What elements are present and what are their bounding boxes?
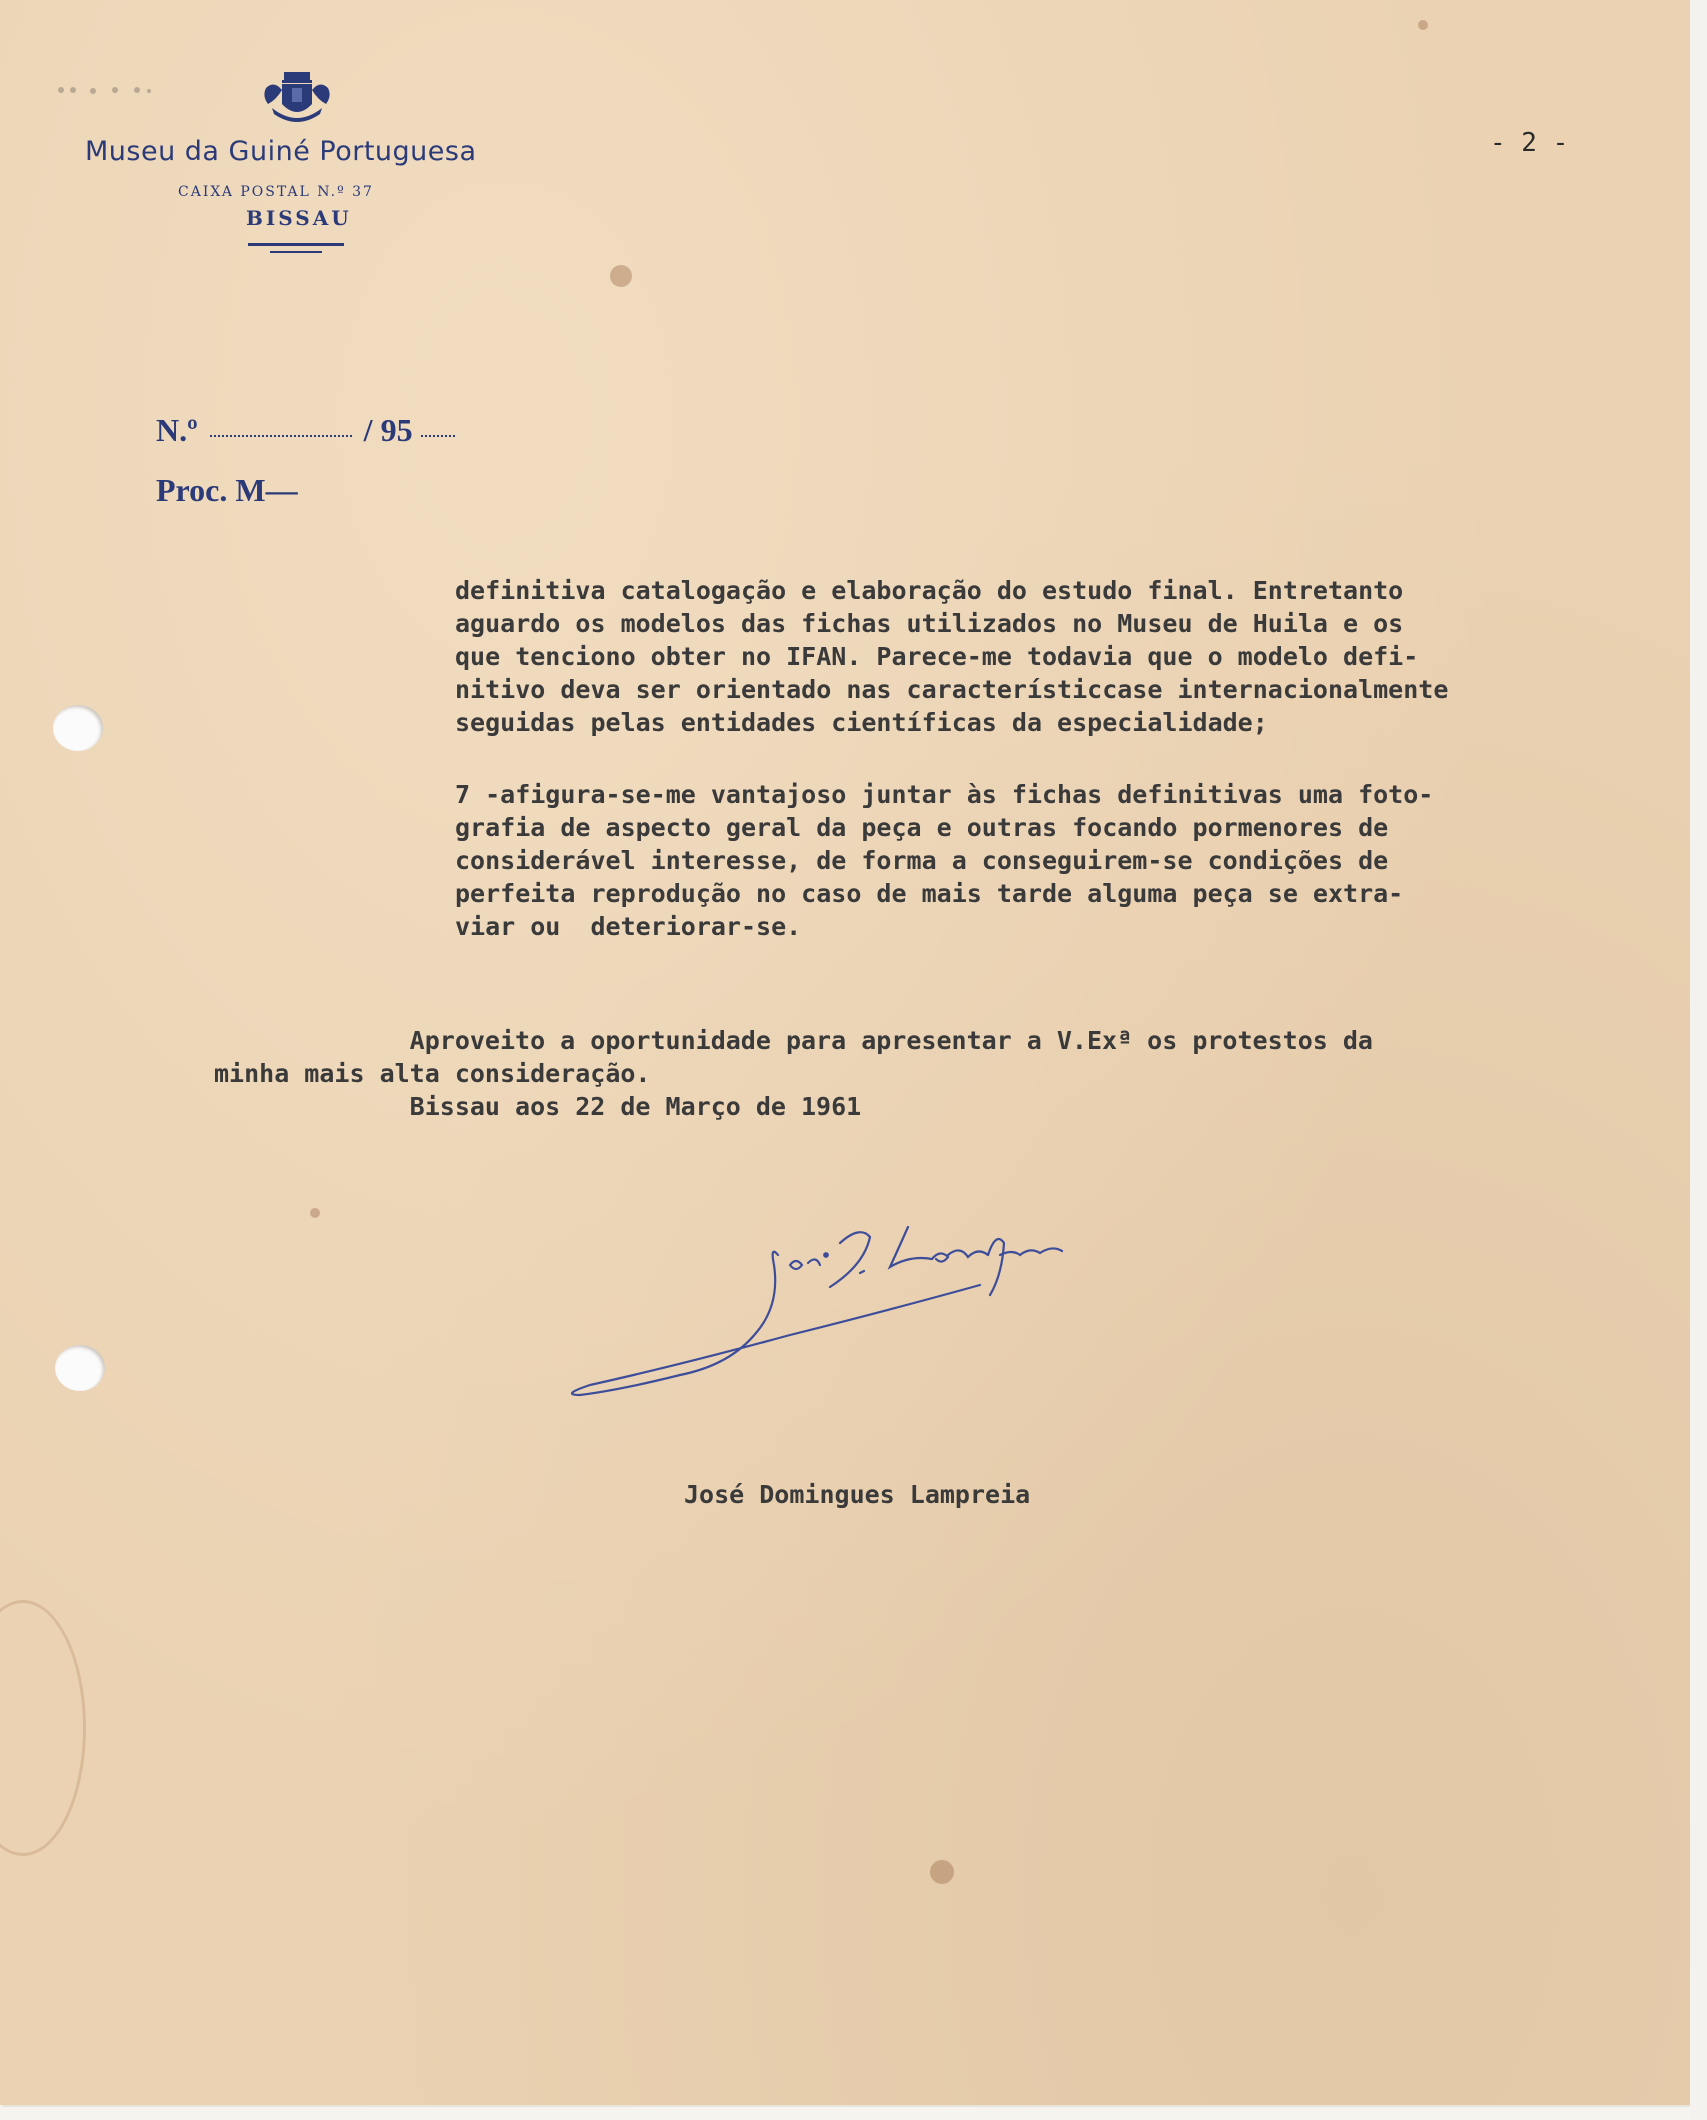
paper-spot xyxy=(1418,20,1428,30)
blank-line xyxy=(210,435,352,437)
divider xyxy=(248,243,344,246)
paper-spot xyxy=(310,1208,320,1218)
city-name: BISSAU xyxy=(246,206,352,230)
paragraph-2: 7 -afigura-se-me vantajoso juntar às fichas definitivas uma foto- grafia de aspecto geral da peça e outras focando pormenores de considerável interesse, de forma a conseguirem-se condições de perfeita reprodução no caso de mais tarde alguma peça se extra- viar ou deteriorar-se. xyxy=(455,780,1434,941)
divider xyxy=(270,251,322,253)
paper-spot xyxy=(610,265,632,287)
blank-line xyxy=(421,435,455,437)
number-label: N.º xyxy=(156,412,198,448)
binder-hole xyxy=(55,1345,105,1391)
postal-box: CAIXA POSTAL N.º 37 xyxy=(178,184,374,200)
page-number: - 2 - xyxy=(1490,128,1569,158)
closing-paragraph: Aproveito a oportunidade para apresentar a V.Exª os protestos da minha mais alta consideração. Bissau aos 22 de Março de 1961 xyxy=(214,1026,1373,1121)
perforation-marks xyxy=(55,82,155,98)
museum-name: Museu da Guiné Portuguesa xyxy=(85,136,477,167)
coat-of-arms-icon xyxy=(262,70,332,128)
typed-signature-name: José Domingues Lampreia xyxy=(684,1480,1031,1509)
paper-stain xyxy=(0,1600,86,1856)
paper-spot xyxy=(930,1860,954,1884)
reference-number xyxy=(156,412,455,449)
paragraph-1: definitiva catalogação e elaboração do estudo final. Entretanto aguardo os modelos das fichas utilizados no Museu de Huila e os que tenciono obter no IFAN. Parece-me todavia que o modelo defi- nitivo deva ser orientado nas característiccase internacionalmente seguidas pelas entidades científicas da especialidade; xyxy=(455,576,1449,737)
binder-hole xyxy=(53,705,103,751)
page-edge xyxy=(1690,0,1707,2120)
process-reference: Proc. M— xyxy=(156,472,298,508)
handwritten-signature xyxy=(560,1215,1100,1405)
number-suffix: / 95 xyxy=(363,412,413,448)
